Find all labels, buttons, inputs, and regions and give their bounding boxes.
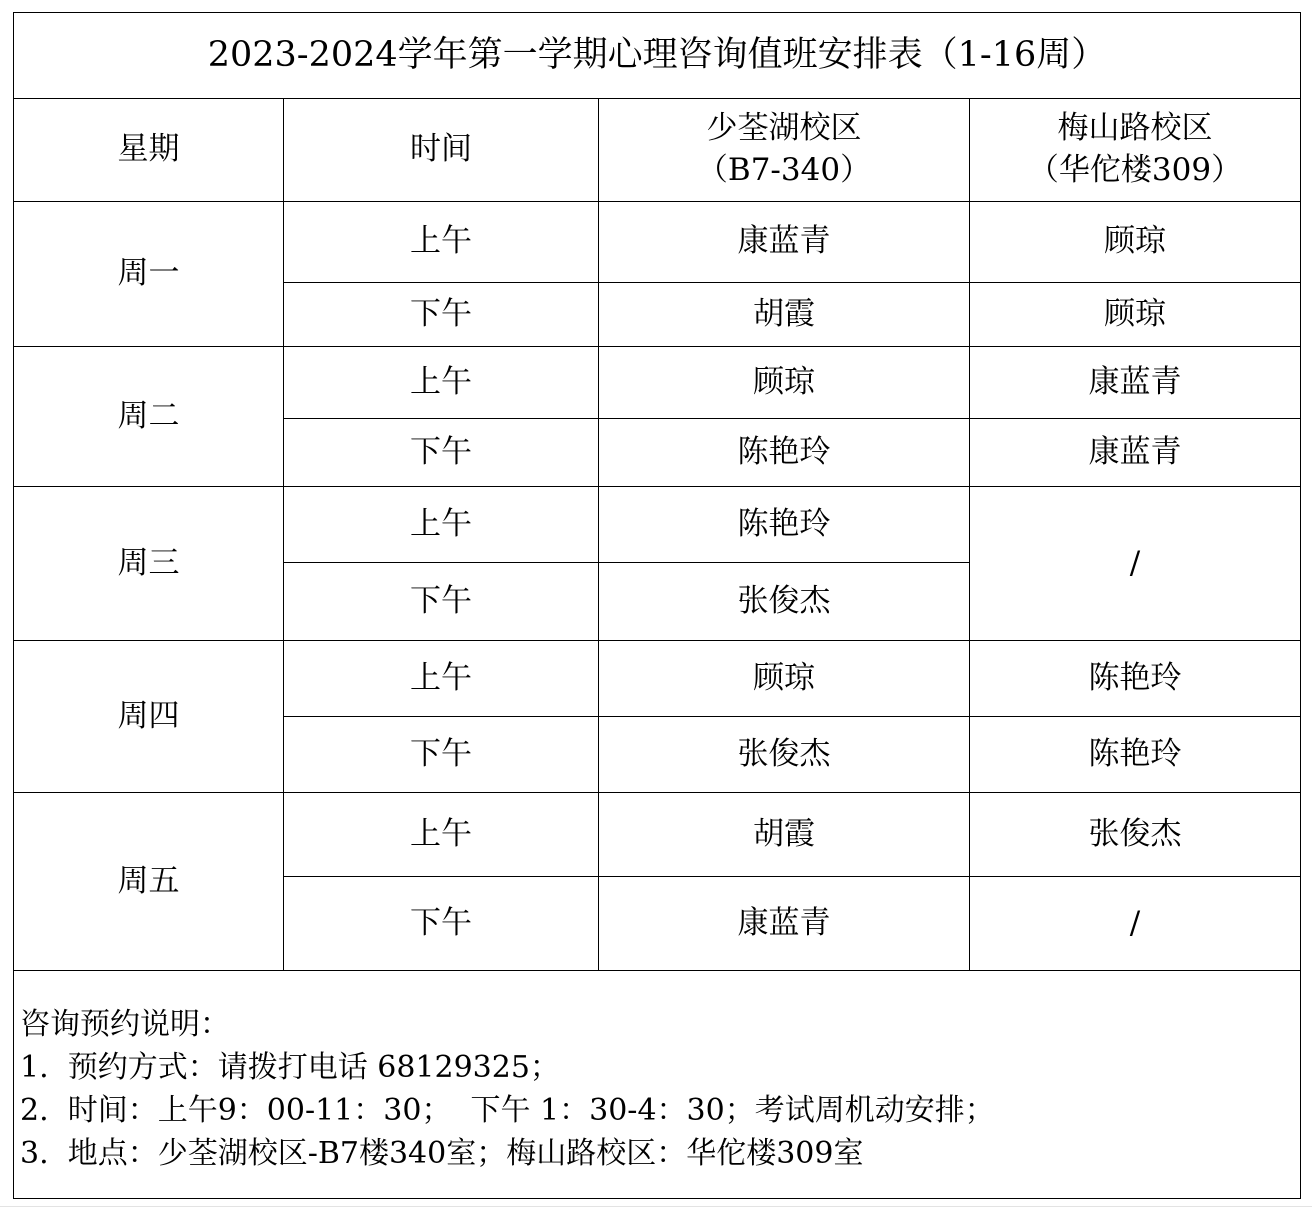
row-divider [14,792,1300,793]
duty-cell: 张俊杰 [1088,815,1182,852]
time-pm: 下午 [410,433,472,470]
day-label-wed: 周三 [117,544,180,581]
campus1-room: （B7-340） [696,152,872,188]
col-divider [283,98,284,970]
time-pm: 下午 [410,295,472,332]
duty-cell: / [1129,904,1141,941]
header-time: 时间 [410,131,472,168]
day-label-mon: 周一 [117,255,180,292]
col-divider [969,98,970,970]
duty-cell: 康蓝青 [737,904,831,941]
row-divider [14,486,1300,487]
row-divider [284,716,1300,717]
duty-cell: 陈艳玲 [1088,735,1182,772]
header-campus-meishanlu [970,99,1300,201]
duty-schedule-table [13,12,1301,1199]
row-divider [284,876,1300,877]
col-divider [598,98,599,970]
duty-cell: 顾琼 [1104,223,1166,260]
notes-item: 3. 地点：少荃湖校区-B7楼340室；梅山路校区：华佗楼309室 [20,1136,864,1171]
header-weekday: 星期 [117,131,180,168]
notes-item: 1. 预约方式：请拨打电话 68129325； [20,1050,560,1085]
day-label-fri: 周五 [117,862,180,899]
time-pm: 下午 [410,582,472,619]
time-am: 上午 [410,223,472,260]
time-am: 上午 [410,815,472,852]
campus2-room: （华佗楼309） [1027,152,1243,188]
notes-item: 2. 时间：上午9：00-11：30； 下午 1：30-4：30；考试周机动安排； [20,1093,995,1128]
duty-cell: 胡霞 [753,815,815,852]
row-divider [14,98,1300,99]
time-am: 上午 [410,363,472,400]
day-label-thu: 周四 [117,697,180,734]
row-divider [14,346,1300,347]
row-divider [14,970,1300,971]
duty-cell: 顾琼 [753,659,815,696]
duty-cell: 陈艳玲 [737,433,831,470]
duty-cell: 张俊杰 [737,582,831,619]
day-label-tue: 周二 [117,397,180,434]
row-divider [14,201,1300,202]
duty-cell: 陈艳玲 [1088,659,1182,696]
duty-cell: 张俊杰 [737,735,831,772]
duty-cell: 康蓝青 [737,223,831,260]
page-title: 2023-2024学年第一学期心理咨询值班安排表（1-16周） [207,34,1107,75]
notes-heading: 咨询预约说明： [20,1007,230,1042]
appointment-notes [20,1003,995,1175]
duty-cell: 胡霞 [753,295,815,332]
row-divider [284,282,1300,283]
time-pm: 下午 [410,904,472,941]
duty-cell: 康蓝青 [1088,363,1182,400]
row-divider [284,418,1300,419]
row-divider [14,640,1300,641]
duty-cell: 陈艳玲 [737,505,831,542]
time-am: 上午 [410,659,472,696]
duty-cell: 康蓝青 [1088,433,1182,470]
duty-cell-merged: / [1129,544,1141,581]
campus2-name: 梅山路校区 [1057,110,1213,147]
duty-cell: 顾琼 [753,363,815,400]
campus1-name: 少荃湖校区 [706,110,862,147]
duty-cell: 顾琼 [1104,295,1166,332]
header-campus-shaoquanhu [599,99,969,201]
time-pm: 下午 [410,735,472,772]
time-am: 上午 [410,505,472,542]
row-divider [284,562,970,563]
